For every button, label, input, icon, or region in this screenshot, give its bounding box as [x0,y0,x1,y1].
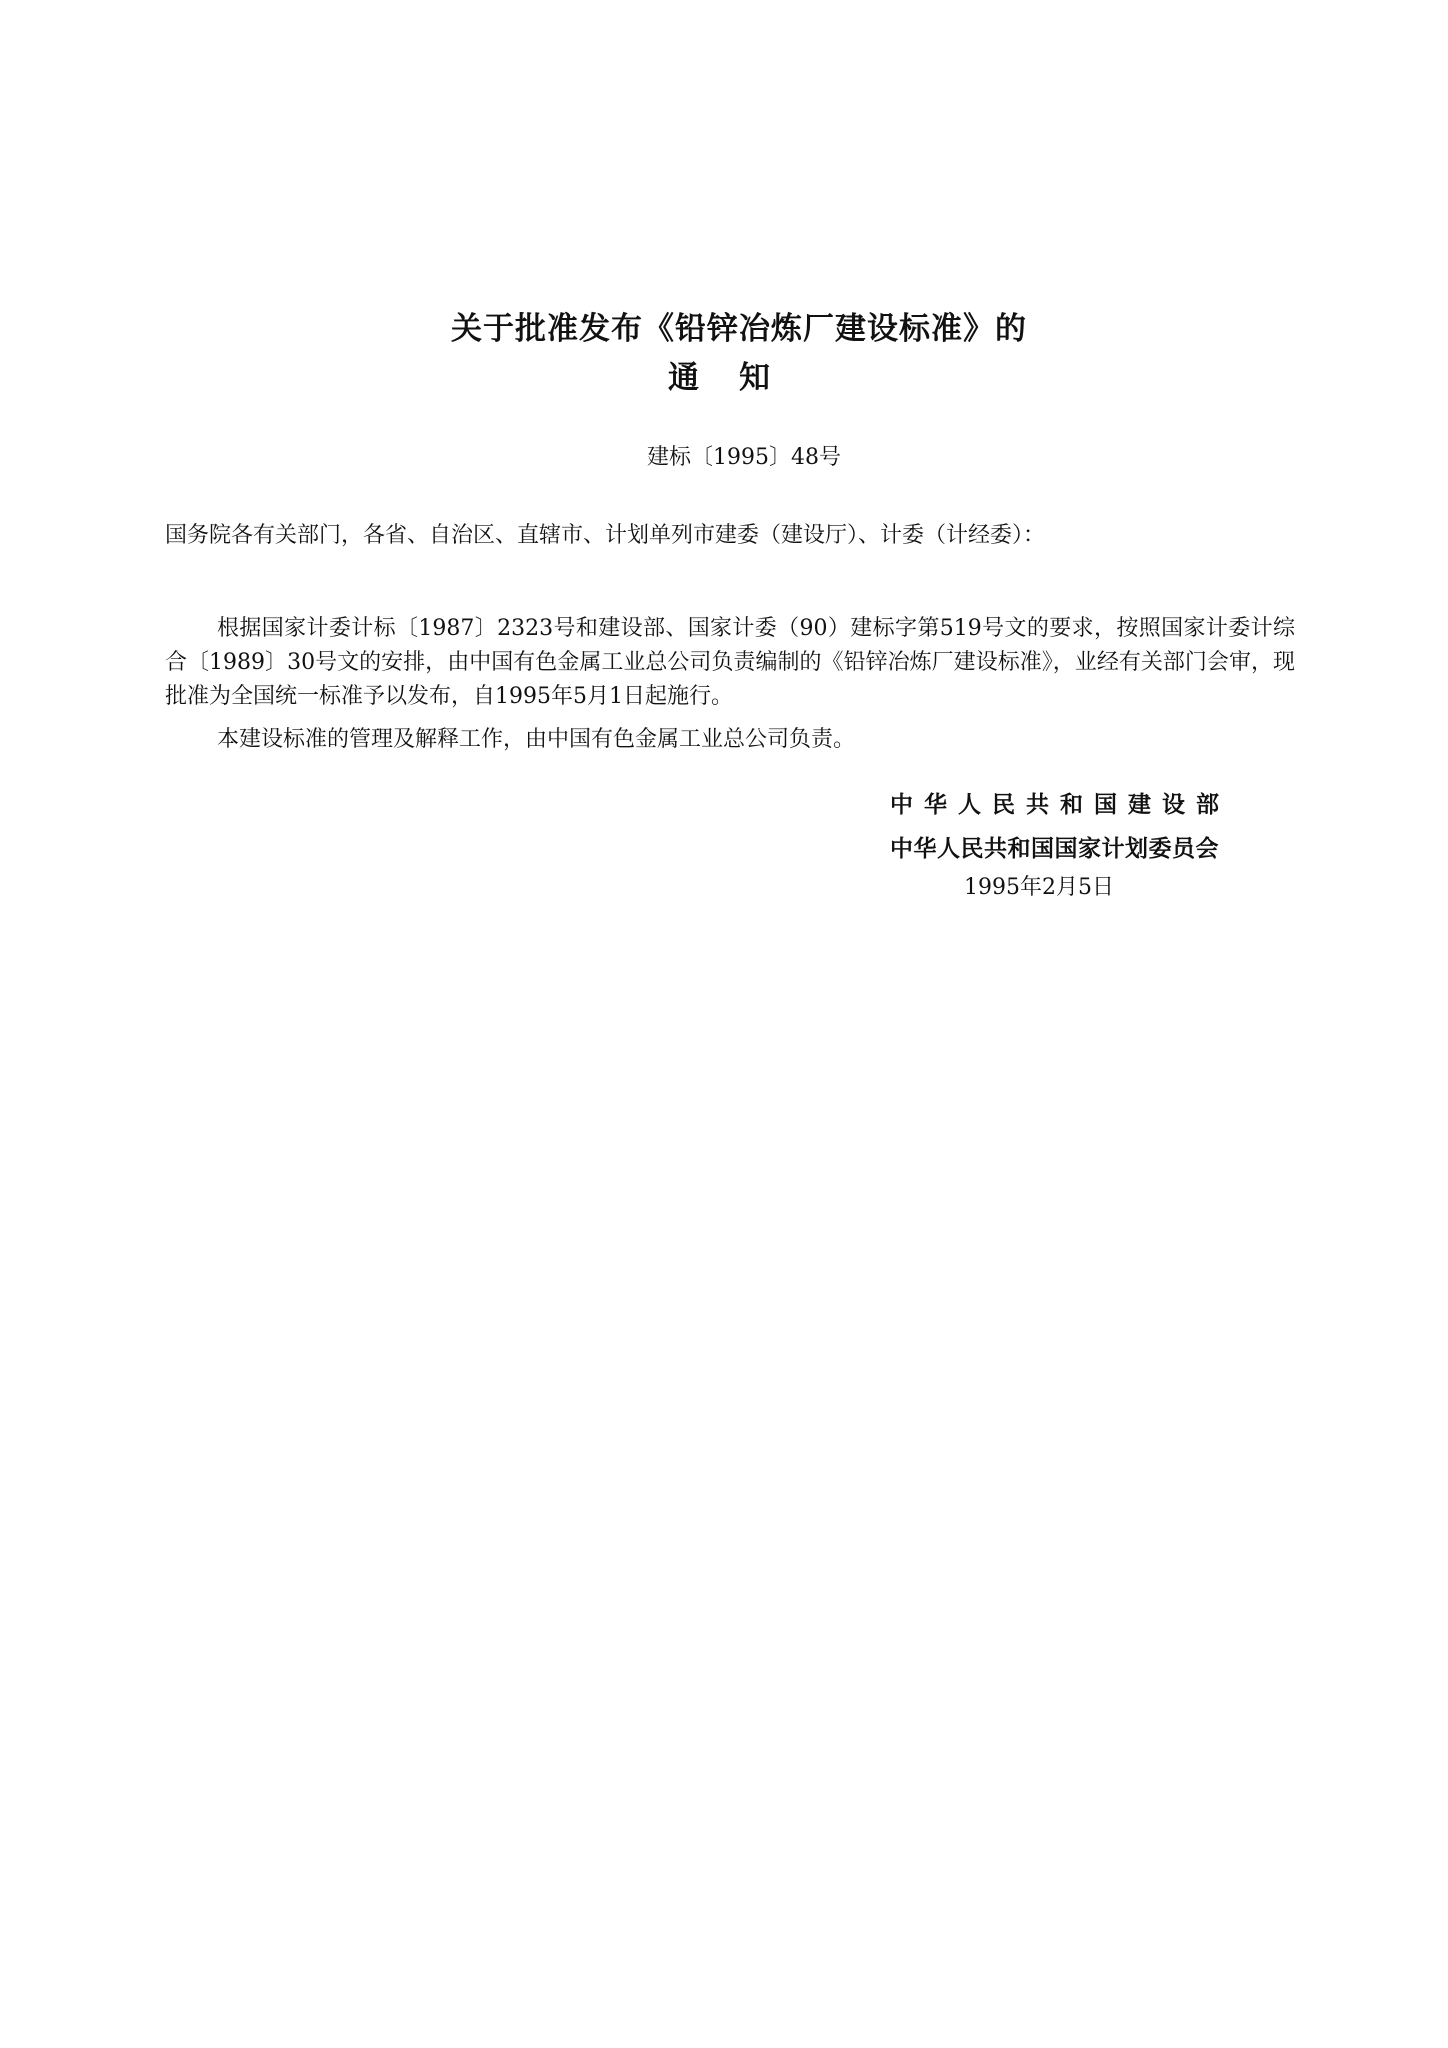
issuer-signature: 中华人民共和国国家计划委员会 [890,836,1219,862]
document-title: 关于批准发布《铅锌冶炼厂建设标准》的 [451,311,1027,347]
body-paragraph: 本建设标准的管理及解释工作，由中国有色金属工业总公司负责。 [217,727,856,752]
document-title-subline: 通知 [668,360,810,396]
body-paragraph: 根据国家计委计标〔1987〕2323号和建设部、国家计委（90）建标字第519号文的要求，按照国家计委计综合〔1989〕30号文的安排，由中国有色金属工业总公司负责编制的《铅锌冶炼厂建设标准》，业经有关部门会审，现批准为全国统一标准予以发布，自1995年5月1日起施行。 [165,616,1295,709]
issue-date: 1995年2月5日 [964,875,1114,900]
addressee-line: 国务院各有关部门，各省、自治区、直辖市、计划单列市建委（建设厅）、计委（计经委）： [165,523,1046,548]
document-number: 建标〔1995〕48号 [647,445,841,470]
issuer-signature: 中华人民共和国建设部 [890,792,1230,818]
